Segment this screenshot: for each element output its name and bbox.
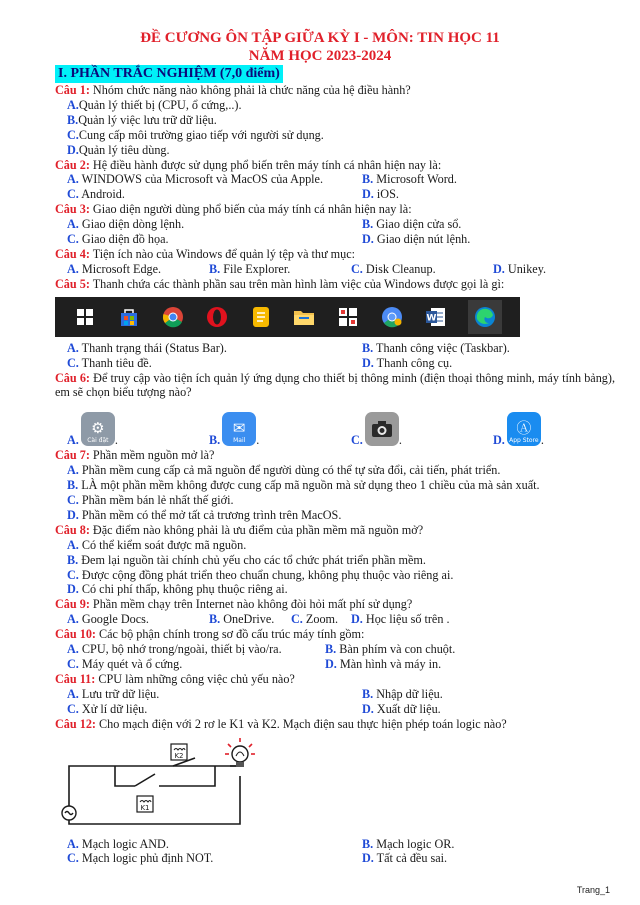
option-text: Nhập dữ liệu. bbox=[373, 686, 443, 701]
option-text: CPU, bộ nhớ trong/ngoài, thiết bị vào/ra. bbox=[78, 642, 282, 657]
option-text: Thanh trạng thái (Status Bar). bbox=[78, 340, 227, 355]
option-text: Quản lý thiết bị (CPU, ổ cứng,..). bbox=[78, 97, 242, 112]
option-text: Unikey. bbox=[504, 261, 547, 276]
windows-start-icon bbox=[73, 305, 97, 329]
option-text: Lưu trữ dữ liệu. bbox=[78, 686, 160, 701]
question-5: Câu 5: Thanh chứa các thành phần sau trên màn hình làm việc của Windows được gọi là gì: bbox=[55, 276, 505, 291]
option-text: Zoom. bbox=[302, 612, 339, 627]
option-text: Được cộng đồng phát triển theo chuẩn chung, không phụ thuộc vào riêng ai. bbox=[78, 567, 454, 582]
option-text: Xử lí dữ liệu. bbox=[78, 701, 148, 716]
question-list: Câu 1: Nhóm chức năng nào không phải là chức năng của hệ điều hành? A. Quản lý thiết bị (CPU, ổ cứng,..). B. Quản lý việc lưu trữ dữ liệu. C. Cung cấp môi trường giao tiếp với người sử dụng. D. Quản lý tiêu dùng. Câu 2: Hệ điều hành được sử dụng phổ biến trên máy tính cá nhân hiện nay là: A. WINDOWS của Microsoft và MacOS của Apple. B. Microsoft Word. C. Android. D. iOS. Câu 3: Giao diện người dùng phổ biến của máy tính cá nhân hiện nay là: A. Giao diện dòng lệnh. B. Giao diện cửa sổ. C. Giao diện đồ họa. D. Giao diện nút lệnh. Câu 4: Tiện ích nào của Windows để quản lý tệp và thư mục: A. Microsoft Edge. B. File Explorer. C. Disk Cleanup. D. Unikey. Câu 5: Thanh chứa các thành phần sau trên màn hình làm việc của Windows được gọi là gì: W A. Thanh trạng thái (Status Bar). B. Thanh công việc (Taskbar). C. Thanh tiêu đề. D. Thanh công cụ. Câu 6: Để truy cập vào tiện ích quản lý ứng dụng cho thiết bị thông minh (điện thoại thông minh, máy tính bảng), em sẽ chọn biểu tượng nào? A. ⚙ Cài đặt . B. ✉ Mail . C. . D. Ⓐ App Store . Câu 7: Phần mềm nguồn mở là? A. Phần mềm cung cấp cả mã nguồn để người dùng có thể tự sửa đổi, cải tiến, phát triển. B. LÀ một phần mềm không được cung cấp mã nguồn mà sử dụng theo 1 chiều của mà sản xuất. C. Phần mềm bán lẻ nhất thế giới. D. Phần mềm có thể mở tất cả trương trình trên MacOS. Câu 8: Đặc điểm nào không phải là ưu điểm của phần mềm mã nguồn mở? A. Có thể kiểm soát được mã nguồn. B. Đem lại nguồn tài chính chủ yếu cho các tổ chức phát triển phần mềm. C. Được cộng đồng phát triển theo chuẩn chung, không phụ thuộc vào riêng ai. D. Có chi phí thấp, không phụ thuộc riêng ai. Câu 9: Phần mềm chạy trên Internet nào không đòi hỏi mất phí sử dụng? A. Google Docs. B. OneDrive. C. Zoom. D. Học liệu số trên . Câu 10: Các bộ phận chính trong sơ đồ cấu trúc máy tính gồm: A. CPU, bộ nhớ trong/ngoài, thiết bị vào/ra. B. Bàn phím và con chuột. C. Máy quét và ổ cứng. D. Màn hình và máy in. Câu 11: CPU làm những công việc chủ yếu nào? A. Lưu trữ dữ liệu. B. Nhập dữ liệu. C. Xử lí dữ liệu. D. Xuất dữ liệu. Câu 12: Cho mạch điện với 2 rơ le K1 và K2. Mạch điện sau thực hiện phép toán logic nào? K2 K1 A. Mạch logic AND. B. Mạch logic OR. C. Mạch logic phủ định NOT. D. Tất cả đều sai. bbox=[55, 83, 616, 866]
option-text: Giao diện đồ họa. bbox=[78, 232, 169, 247]
svg-text:K2: K2 bbox=[174, 751, 184, 760]
option-text: Quản lý việc lưu trữ dữ liệu. bbox=[78, 112, 217, 127]
option-text: Thanh công việc (Taskbar). bbox=[373, 340, 510, 355]
option-text: Phần mềm có thể mở tất cả trương trình trên MacOS. bbox=[78, 507, 342, 522]
option-text: Mạch logic AND. bbox=[78, 836, 169, 851]
store-icon bbox=[117, 305, 141, 329]
option-text: Học liệu số trên . bbox=[362, 612, 450, 627]
option-text: Có chi phí thấp, không phụ thuộc riêng ai. bbox=[78, 582, 288, 597]
edge-icon bbox=[468, 300, 502, 334]
settings-app-icon: ⚙ Cài đặt bbox=[81, 412, 115, 446]
option-text: Xuất dữ liệu. bbox=[373, 701, 441, 716]
page-number: Trang_1 bbox=[576, 885, 610, 895]
option-text: LÀ một phần mềm không được cung cấp mã nguồn mà sử dụng theo 1 chiều của mà sản xuất. bbox=[78, 478, 540, 493]
option-text: Disk Cleanup. bbox=[362, 261, 436, 276]
option-text: Màn hình và máy in. bbox=[336, 657, 442, 671]
option-text: Tất cả đều sai. bbox=[373, 851, 448, 866]
relay-k1 bbox=[137, 796, 153, 812]
question-7: Câu 7: Phần mềm nguồn mở là? bbox=[55, 448, 215, 463]
question-1: Câu 1: Nhóm chức năng nào không phải là chức năng của hệ điều hành? bbox=[55, 83, 411, 97]
section-heading: I. PHẦN TRẮC NGHIỆM (7,0 điểm) bbox=[55, 65, 283, 83]
svg-text:K1: K1 bbox=[140, 803, 150, 812]
relay-circuit-diagram bbox=[55, 736, 615, 832]
option-text: Microsoft Word. bbox=[373, 172, 457, 187]
word-icon bbox=[424, 305, 448, 329]
option-text: Mạch logic phủ định NOT. bbox=[78, 851, 214, 866]
taskbar-image bbox=[55, 297, 520, 337]
app-store-icon: Ⓐ App Store bbox=[507, 412, 541, 446]
option-text: WINDOWS của Microsoft và MacOS của Apple. bbox=[78, 172, 324, 187]
chrome-icon bbox=[161, 305, 185, 329]
question-4: Câu 4: Tiện ích nào của Windows để quản lý tệp và thư mục: bbox=[55, 246, 356, 261]
option-text: Cung cấp môi trường giao tiếp với người sử dụng. bbox=[78, 127, 324, 142]
app-icon-options: A. ⚙ Cài đặt . B. ✉ Mail . C. . D. Ⓐ App Store . bbox=[55, 402, 615, 448]
paint-icon bbox=[336, 305, 360, 329]
option-text: Google Docs. bbox=[78, 612, 149, 627]
opera-icon bbox=[205, 305, 229, 329]
document-title: ĐỀ CƯƠNG ÔN TẬP GIỮA KỲ I - MÔN: TIN HỌC 11 bbox=[140, 30, 500, 46]
option-text: Microsoft Edge. bbox=[78, 261, 162, 276]
notes-icon bbox=[249, 305, 273, 329]
camera-app-icon bbox=[365, 412, 399, 446]
option-text: Giao diện dòng lệnh. bbox=[78, 217, 185, 232]
question-8: Câu 8: Đặc điểm nào không phải là ưu điểm của phần mềm mã nguồn mở? bbox=[55, 522, 424, 537]
circuit-wires bbox=[69, 766, 240, 824]
option-text: Phần mềm bán lẻ nhất thế giới. bbox=[78, 493, 234, 508]
chrome-canary-icon bbox=[380, 305, 404, 329]
option-text: OneDrive. bbox=[220, 612, 275, 627]
question-10: Câu 10: Các bộ phận chính trong sơ đồ cấu trúc máy tính gồm: bbox=[55, 627, 365, 642]
option-text: iOS. bbox=[373, 187, 399, 202]
school-year: NĂM HỌC 2023-2024 bbox=[248, 48, 392, 64]
relay-k2 bbox=[171, 744, 195, 766]
option-text: Máy quét và ổ cứng. bbox=[78, 657, 183, 671]
option-text: Mạch logic OR. bbox=[373, 836, 455, 851]
mail-app-icon: ✉ Mail bbox=[222, 412, 256, 446]
option-text: Thanh tiêu đề. bbox=[78, 355, 152, 370]
option-text: File Explorer. bbox=[220, 261, 291, 276]
option-text: Giao diện cửa sổ. bbox=[373, 217, 462, 232]
battery-icon bbox=[62, 806, 76, 820]
file-explorer-icon bbox=[292, 305, 316, 329]
option-text: Thanh công cụ. bbox=[373, 355, 453, 370]
question-6: Câu 6: Để truy cập vào tiện ích quản lý ứng dụng cho thiết bị thông minh (điện thoại thông minh, máy tính bảng), em sẽ chọn biểu tượng nào? bbox=[55, 370, 616, 400]
question-3: Câu 3: Giao diện người dùng phổ biến của máy tính cá nhân hiện nay là: bbox=[55, 202, 412, 217]
question-11: Câu 11: CPU làm những công việc chủ yếu nào? bbox=[55, 671, 295, 686]
option-text: Đem lại nguồn tài chính chủ yếu cho các tổ chức phát triển phần mềm. bbox=[78, 552, 426, 567]
question-2: Câu 2: Hệ điều hành được sử dụng phổ biến trên máy tính cá nhân hiện nay là: bbox=[55, 157, 442, 172]
option-text: Phần mềm cung cấp cả mã nguồn để người dùng có thể tự sửa đổi, cải tiến, phát triển. bbox=[78, 463, 501, 478]
light-bulb-icon bbox=[225, 738, 255, 767]
svg-text:W: W bbox=[426, 313, 437, 324]
option-text: Android. bbox=[78, 187, 125, 202]
question-9: Câu 9: Phần mềm chạy trên Internet nào không đòi hỏi mất phí sử dụng? bbox=[55, 597, 413, 612]
option-text: Giao diện nút lệnh. bbox=[373, 232, 471, 247]
question-12: Câu 12: Cho mạch điện với 2 rơ le K1 và K2. Mạch điện sau thực hiện phép toán logic nào? bbox=[55, 716, 507, 731]
option-text: Có thể kiểm soát được mã nguồn. bbox=[78, 537, 247, 552]
option-text: Bàn phím và con chuột. bbox=[336, 642, 456, 657]
option-text: Quản lý tiêu dùng. bbox=[78, 142, 170, 157]
